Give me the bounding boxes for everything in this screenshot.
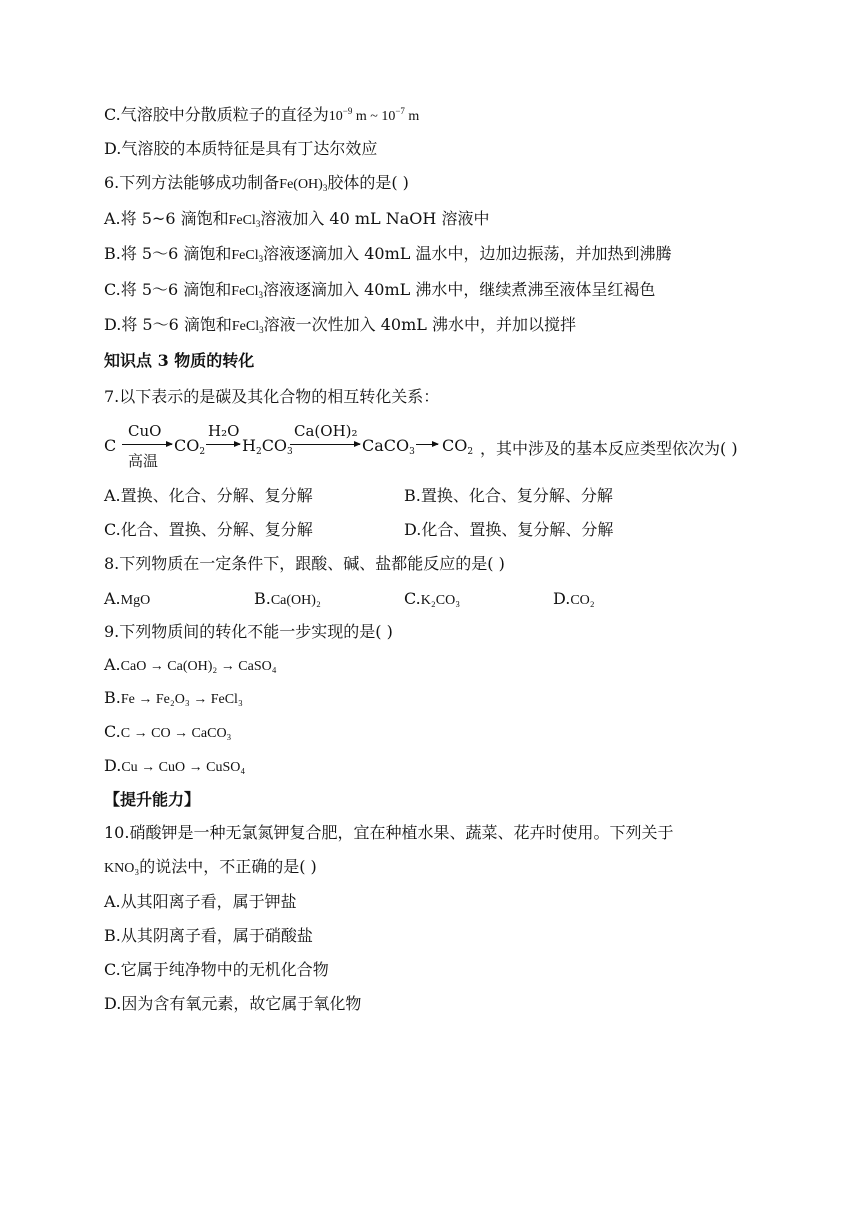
q6-stem: 6.下列方法能够成功制备$Fe(OH)_3$胶体的是( ) xyxy=(104,173,409,193)
q10-option-a: A.从其阳离子看，属于钾盐 xyxy=(104,892,297,911)
diameter-range: $10^{-9}$ m ~ $10^{-7}$ m xyxy=(328,106,420,124)
q9-option-b: B.Fe → Fe₂O₃ → FeCl₃ xyxy=(104,688,243,707)
q6-option-c: C.将 5～6 滴饱和FeCl$_3$溶液逐滴加入 40mL 沸水中，继续煮沸至液体呈红褐色 xyxy=(104,280,656,300)
arrow1-condition-bottom: 高温 xyxy=(128,452,159,470)
q5-option-c: C.气溶胶中分散质粒子的直径为$10^{-9}$ m ~ $10^{-7}$ m xyxy=(104,105,420,124)
arrow2-condition-top: H₂O xyxy=(208,422,240,440)
q7-option-b: B.置换、化合、复分解、分解 xyxy=(404,486,613,505)
q8-stem: 8.下列物质在一定条件下，跟酸、碱、盐都能反应的是( ) xyxy=(104,554,505,573)
q8-option-b: B.Ca(OH)₂ xyxy=(254,589,321,608)
q9-option-d: D.Cu → CuO → CuSO₄ xyxy=(104,756,246,775)
q5-option-d: D.气溶胶的本质特征是具有丁达尔效应 xyxy=(104,139,378,158)
section-heading-3: 知识点 3 物质的转化 xyxy=(104,351,255,370)
q9-option-a: A.CaO → Ca(OH)₂ → CaSO₄ xyxy=(104,655,277,674)
q6-option-d: D.将 5～6 滴饱和FeCl$_3$溶液一次性加入 40mL 沸水中，并加以搅拌 xyxy=(104,315,576,335)
q8-option-d: D.CO₂ xyxy=(553,589,595,608)
q8-option-a: A.MgO xyxy=(104,589,151,608)
q8-option-c: C.K₂CO₃ xyxy=(404,589,461,608)
q9-option-c: C.C → CO → CaCO₃ xyxy=(104,722,232,741)
q6-option-b: B.将 5～6 滴饱和FeCl$_3$溶液逐滴加入 40mL 温水中，边加边振荡，并加热到沸腾 xyxy=(104,244,672,264)
reaction-arrow-2 xyxy=(206,444,240,445)
q6-option-a: A.将 5~6 滴饱和FeCl$_3$溶液加入 40 mL NaOH 溶液中 xyxy=(104,209,490,229)
reaction-arrow-4 xyxy=(416,444,438,445)
q10-stem-line1: 10.硝酸钾是一种无氯氮钾复合肥，宜在种植水果、蔬菜、花卉时使用。下列关于 xyxy=(104,823,674,842)
q10-option-c: C.它属于纯净物中的无机化合物 xyxy=(104,960,329,979)
q7-reaction-chain: C CuO 高温 $CO_2$ H₂O $H_2CO_3$ Ca(OH)₂ CaCO$_3$ $CO_2$ ，其中涉及的基本反应类型依次为( ) xyxy=(104,422,738,470)
section-heading-improve: 【提升能力】 xyxy=(104,790,201,809)
q7-stem: 7.以下表示的是碳及其化合物的相互转化关系： xyxy=(104,387,440,406)
q10-option-b: B.从其阴离子看，属于硝酸盐 xyxy=(104,926,313,945)
q7-option-d: D.化合、置换、复分解、分解 xyxy=(404,520,614,539)
q10-stem-line2: KNO₃的说法中，不正确的是( ) xyxy=(104,857,317,876)
q7-option-a: A.置换、化合、分解、复分解 xyxy=(104,486,313,505)
arrow1-condition-top: CuO xyxy=(128,422,162,440)
arrow3-condition-top: Ca(OH)₂ xyxy=(294,422,358,440)
q9-stem: 9.下列物质间的转化不能一步实现的是( ) xyxy=(104,622,393,641)
q7-stem-tail: ，其中涉及的基本反应类型依次为( ) xyxy=(480,439,738,458)
reaction-arrow-3 xyxy=(290,444,360,445)
reaction-arrow-1 xyxy=(122,444,172,445)
q10-option-d: D.因为含有氧元素，故它属于氧化物 xyxy=(104,994,362,1013)
q7-option-c: C.化合、置换、分解、复分解 xyxy=(104,520,313,539)
